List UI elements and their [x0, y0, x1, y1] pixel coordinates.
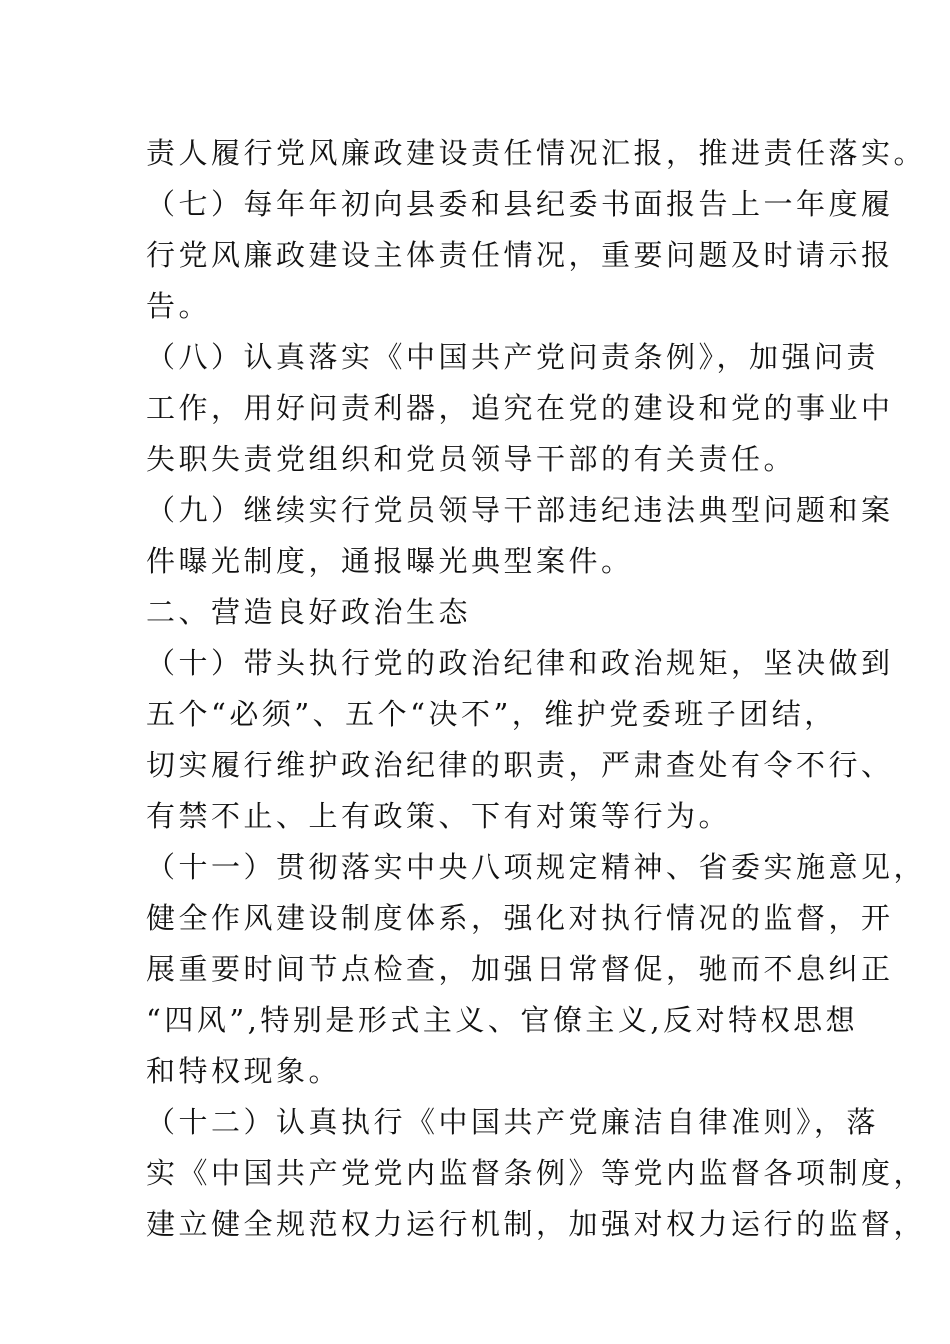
text-line: 件曝光制度，通报曝光典型案件。	[146, 544, 634, 578]
paragraph-item-9	[146, 485, 894, 587]
text-line: 和特权现象。	[146, 1054, 342, 1088]
text-line: 失职失责党组织和党员领导干部的有关责任。	[146, 442, 797, 476]
text-line: 工作，用好问责利器，追究在党的建设和党的事业中	[146, 391, 894, 425]
text-line: 健全作风建设制度体系，强化对执行情况的监督，开	[146, 901, 894, 935]
text-line: 告。	[146, 289, 212, 323]
text-line: （十）带头执行党的政治纪律和政治规矩，坚决做到	[146, 646, 894, 680]
text-line: （十二）认真执行《中国共产党廉洁自律准则》，落	[146, 1105, 880, 1139]
text-line: 切实履行维护政治纪律的职责，严肃查处有令不行、	[146, 748, 894, 782]
text-line: 建立健全规范权力运行机制，加强对权力运行的监督，	[146, 1207, 927, 1241]
text-line: （七）每年年初向县委和县纪委书面报告上一年度履	[146, 187, 894, 221]
text-line: （十一）贯彻落实中央八项规定精神、省委实施意见，	[146, 850, 927, 884]
text-line: 责人履行党风廉政建设责任情况汇报，推进责任落实。	[146, 136, 927, 170]
text-line: “四风”,特别是形式主义、官僚主义,反对特权思想	[146, 1003, 859, 1037]
document-body	[146, 128, 927, 1250]
section-heading-text: 二、营造良好政治生态	[146, 595, 472, 629]
paragraph-item-7	[146, 179, 894, 332]
paragraph-item-8	[146, 332, 894, 485]
text-line: （八）认真落实《中国共产党问责条例》，加强问责	[146, 340, 880, 374]
text-line: 行党风廉政建设主体责任情况，重要问题及时请示报	[146, 238, 894, 272]
text-line: 展重要时间节点检查，加强日常督促，驰而不息纠正	[146, 952, 894, 986]
text-line: 实《中国共产党党内监督条例》等党内监督各项制度，	[146, 1156, 927, 1190]
text-line: 五个“必须”、五个“决不”，维护党委班子团结，	[146, 697, 837, 731]
paragraph-item-12	[146, 1097, 927, 1250]
text-line: 有禁不止、上有政策、下有对策等行为。	[146, 799, 732, 833]
paragraph-continuation	[146, 128, 927, 179]
section-heading-2	[146, 587, 818, 638]
paragraph-item-10	[146, 638, 894, 842]
text-line: （九）继续实行党员领导干部违纪违法典型问题和案	[146, 493, 894, 527]
paragraph-item-11	[146, 842, 927, 1097]
